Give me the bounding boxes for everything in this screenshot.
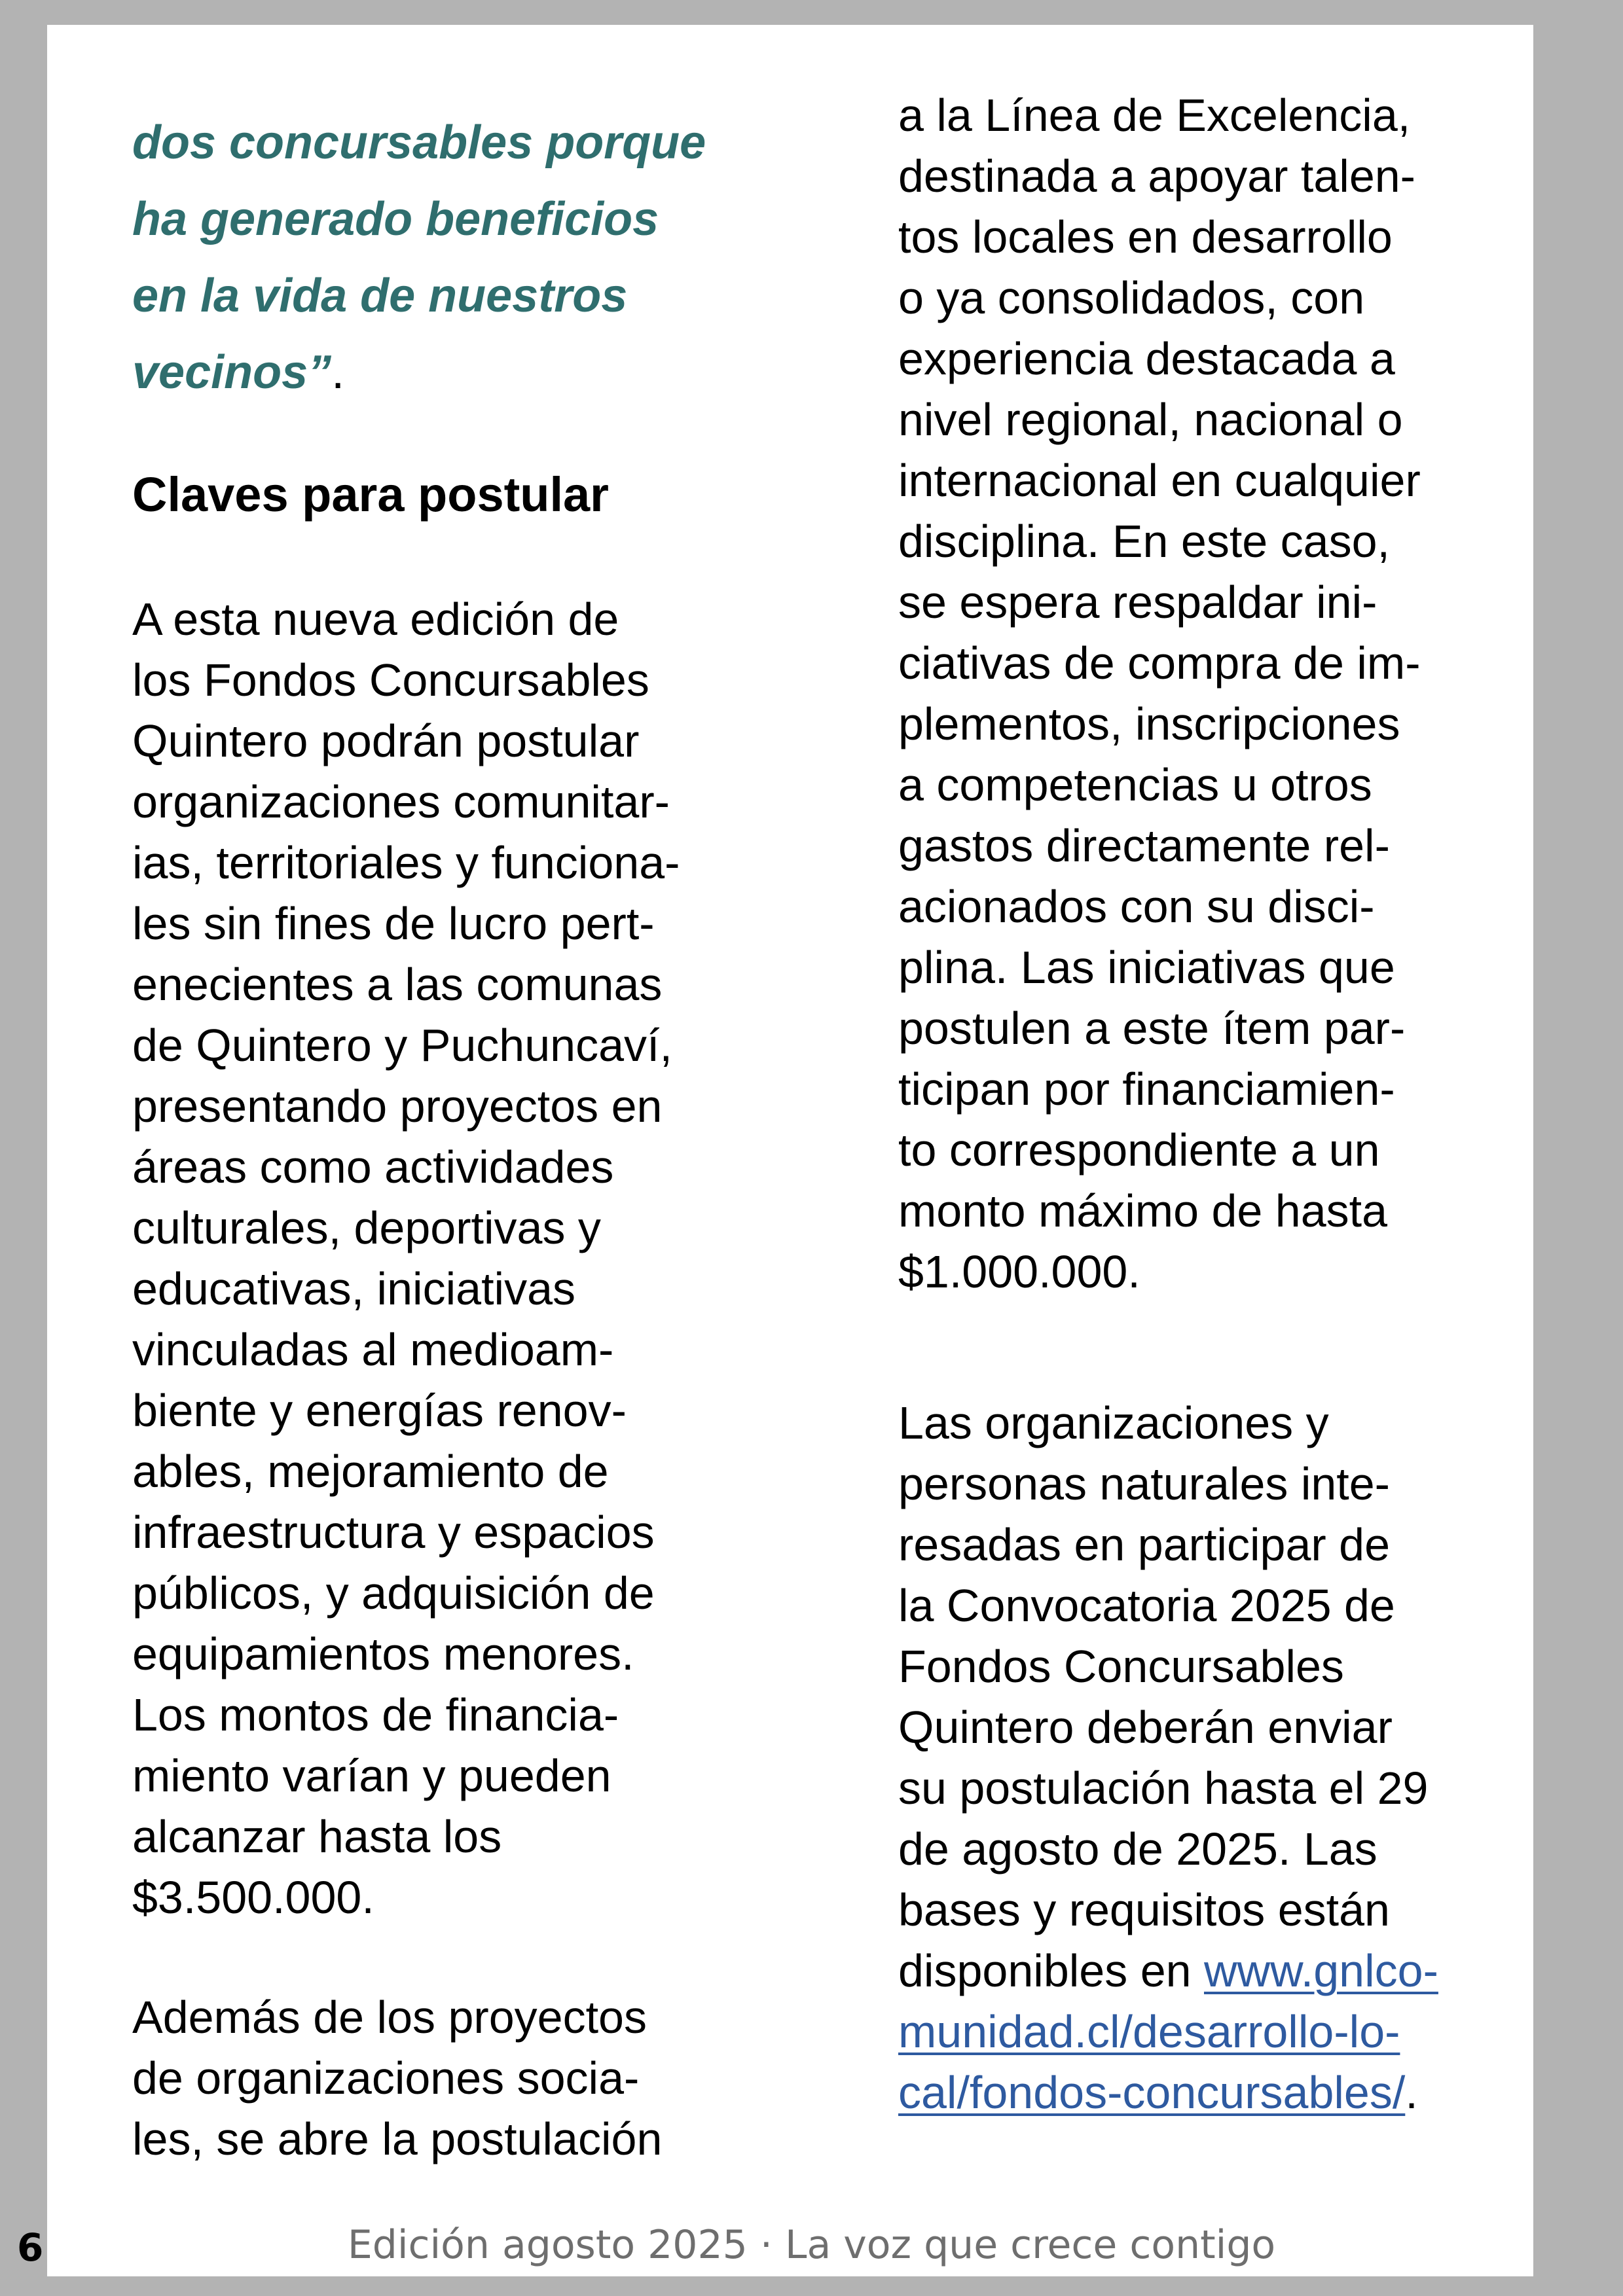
text-line: culturales, deportivas y [132, 1202, 601, 1253]
text-line: disciplina. En este caso, [898, 516, 1390, 567]
document-page [47, 25, 1533, 2276]
quote-line-last [132, 334, 706, 411]
quote-line: dos concursables porque [132, 117, 706, 169]
text-line: de organizaciones socia- [132, 2053, 640, 2104]
text-line: la Convocatoria 2025 de [898, 1580, 1395, 1631]
quote-line-text: vecinos” [132, 346, 332, 399]
website-link[interactable]: cal/fondos-concursables/ [898, 2067, 1406, 2118]
text-line: organizaciones comunitar- [132, 776, 670, 827]
text-line: monto máximo de hasta [898, 1185, 1388, 1236]
text-line: educativas, iniciativas [132, 1263, 575, 1314]
text-line: ticipan por financiamien- [898, 1064, 1395, 1115]
text-line: Fondos Concursables [898, 1641, 1344, 1692]
text-line: plementos, inscripciones [898, 698, 1400, 749]
text-line: tos locales en desarrollo [898, 211, 1393, 262]
text-line: nivel regional, nacional o [898, 394, 1403, 445]
text-line: de Quintero y Puchuncaví, [132, 1020, 672, 1071]
text-line: gastos directamente rel- [898, 820, 1390, 871]
text-line: to correspondiente a un [898, 1124, 1380, 1175]
text-line: les, se abre la postulación [132, 2113, 663, 2164]
left-paragraph-1 [132, 589, 680, 1928]
text-line-with-link [898, 1941, 1438, 2001]
website-link[interactable]: www.gnlco- [1204, 1945, 1438, 1996]
text-line: $1.000.000. [898, 1246, 1140, 1297]
text-line: les sin fines de lucro pert- [132, 898, 655, 949]
text-line: Quintero deberán enviar [898, 1702, 1393, 1753]
text-line: alcanzar hasta los [132, 1811, 502, 1862]
text-line: infraestructura y espacios [132, 1507, 655, 1558]
right-paragraph-2 [898, 1393, 1438, 2123]
text-line: a la Línea de Excelencia, [898, 90, 1411, 141]
text-line: Además de los proyectos [132, 1992, 647, 2043]
link-line [898, 2062, 1438, 2123]
text-line: Los montos de financia- [132, 1689, 619, 1740]
text-line: Quintero podrán postular [132, 715, 640, 766]
text-line: ias, territoriales y funciona- [132, 837, 680, 888]
text-line: de agosto de 2025. Las [898, 1823, 1377, 1874]
text-line: resadas en participar de [898, 1519, 1390, 1570]
link-suffix: . [1405, 2067, 1418, 2118]
text-line: plina. Las iniciativas que [898, 942, 1395, 993]
quote-line: ha generado beneficios [132, 193, 659, 245]
footer-text: Edición agosto 2025 · La voz que crece contigo [347, 2222, 1276, 2268]
text-line: Las organizaciones y [898, 1397, 1329, 1448]
text-line: ables, mejoramiento de [132, 1446, 609, 1497]
text-line: enecientes a las comunas [132, 959, 663, 1010]
text-line: o ya consolidados, con [898, 272, 1365, 323]
quote-end-punctuation: . [331, 346, 345, 399]
text-line: destinada a apoyar talen- [898, 151, 1415, 202]
left-paragraph-2 [132, 1987, 662, 2170]
text-line: presentando proyectos en [132, 1081, 663, 1132]
right-paragraph-1 [898, 85, 1421, 1302]
text-line: ciativas de compra de im- [898, 637, 1421, 689]
text-line: públicos, y adquisición de [132, 1568, 655, 1619]
link-line [898, 2001, 1438, 2062]
text-line: A esta nueva edición de [132, 594, 619, 645]
text-line: se espera respaldar ini- [898, 577, 1377, 628]
text-line: vinculadas al medioam- [132, 1324, 614, 1375]
text-line: biente y energías renov- [132, 1385, 627, 1436]
text-line: experiencia destacada a [898, 333, 1395, 384]
text-line: su postulación hasta el 29 [898, 1763, 1429, 1814]
text-line: a competencias u otros [898, 759, 1372, 810]
text-line: áreas como actividades [132, 1141, 614, 1193]
text-line: internacional en cualquier [898, 455, 1421, 506]
link-prefix: disponibles en [898, 1945, 1204, 1996]
text-line: los Fondos Concursables [132, 655, 649, 706]
section-heading: Claves para postular [132, 467, 609, 522]
website-link[interactable]: munidad.cl/desarrollo-lo- [898, 2006, 1400, 2057]
text-line: bases y requisitos están [898, 1884, 1390, 1935]
text-line: miento varían y pueden [132, 1750, 611, 1801]
text-line: postulen a este ítem par- [898, 1003, 1406, 1054]
pull-quote [132, 105, 706, 411]
page-number: 6 [17, 2225, 44, 2270]
text-line: $3.500.000. [132, 1872, 374, 1923]
text-line: equipamientos menores. [132, 1628, 634, 1679]
text-line: personas naturales inte- [898, 1458, 1390, 1509]
quote-line: en la vida de nuestros [132, 270, 628, 322]
text-line: acionados con su disci- [898, 881, 1375, 932]
